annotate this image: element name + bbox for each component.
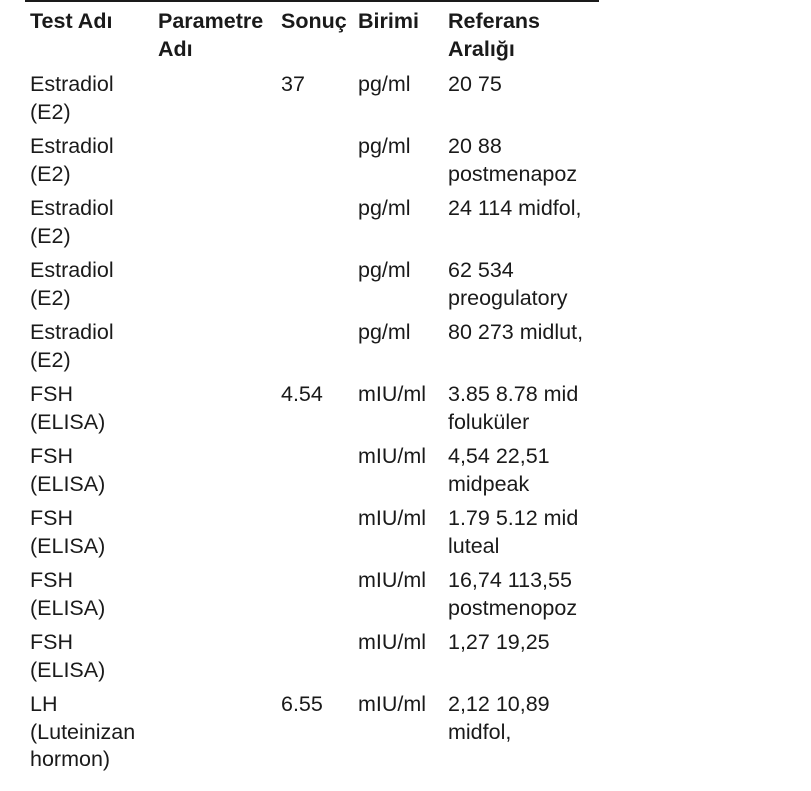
cell-reference-range: 4,54 22,51 midpeak: [448, 444, 550, 496]
cell-reference-range: 20 75: [448, 72, 502, 96]
cell-reference-range: 20 88 postmenapoz: [448, 134, 578, 186]
cell-unit: pg/ml: [358, 320, 411, 344]
cell-test-name: FSH (ELISA): [30, 630, 106, 682]
cell-test-name: Estradiol (E2): [30, 134, 114, 186]
cell-unit: mIU/ml: [358, 444, 427, 468]
cell-unit: mIU/ml: [358, 630, 427, 654]
cell-reference-range: 80 273 midlut,: [448, 320, 584, 344]
cell-parameter-name: [153, 505, 276, 567]
cell-unit: mIU/ml: [358, 506, 427, 530]
cell-result: [276, 319, 353, 381]
table-row: [25, 629, 599, 691]
cell-test-name: FSH (ELISA): [30, 382, 106, 434]
cell-reference-range: 3.85 8.78 mid foluküler: [448, 382, 579, 434]
lab-results-table: [25, 8, 599, 781]
header-result: Sonuç: [281, 9, 347, 33]
table-row: [25, 381, 599, 443]
table-row: [25, 319, 599, 381]
cell-reference-range: 24 114 midfol,: [448, 196, 582, 220]
cell-result: [276, 133, 353, 195]
header-unit: Birimi: [358, 9, 419, 33]
cell-test-name: Estradiol (E2): [30, 196, 114, 248]
cell-result: [276, 195, 353, 257]
cell-unit: mIU/ml: [358, 692, 427, 716]
cell-result: 4.54: [281, 382, 323, 406]
table-top-rule: [25, 0, 599, 2]
cell-parameter-name: [153, 71, 276, 133]
table-row: [25, 443, 599, 505]
cell-test-name: FSH (ELISA): [30, 444, 106, 496]
cell-test-name: Estradiol (E2): [30, 72, 114, 124]
cell-reference-range: 62 534 preogulatory: [448, 258, 568, 310]
cell-unit: pg/ml: [358, 258, 411, 282]
cell-parameter-name: [153, 195, 276, 257]
cell-unit: pg/ml: [358, 196, 411, 220]
cell-test-name: FSH (ELISA): [30, 506, 106, 558]
cell-parameter-name: [153, 381, 276, 443]
cell-parameter-name: [153, 257, 276, 319]
table-row: [25, 195, 599, 257]
cell-parameter-name: [153, 443, 276, 505]
cell-unit: pg/ml: [358, 134, 411, 158]
cell-result: [276, 629, 353, 691]
cell-result: [276, 443, 353, 505]
cell-reference-range: 1,27 19,25: [448, 630, 550, 654]
cell-parameter-name: [153, 133, 276, 195]
cell-result: [276, 257, 353, 319]
cell-test-name: FSH (ELISA): [30, 568, 106, 620]
cell-reference-range: 1.79 5.12 mid luteal: [448, 506, 579, 558]
header-reference-range: Referans Aralığı: [448, 9, 541, 61]
cell-parameter-name: [153, 629, 276, 691]
cell-reference-range: 2,12 10,89 midfol,: [448, 692, 550, 744]
table-row: [25, 71, 599, 133]
header-parameter-name: Parametre Adı: [158, 9, 264, 61]
cell-unit: mIU/ml: [358, 568, 427, 592]
cell-parameter-name: [153, 567, 276, 629]
cell-result: [276, 505, 353, 567]
cell-result: 6.55: [281, 692, 323, 716]
table-row: [25, 567, 599, 629]
header-test-name: Test Adı: [30, 9, 113, 33]
cell-test-name: Estradiol (E2): [30, 258, 114, 310]
table-row: [25, 505, 599, 567]
cell-test-name: Estradiol (E2): [30, 320, 114, 372]
cell-test-name: LH (Luteinizan hormon): [30, 692, 136, 771]
cell-unit: mIU/ml: [358, 382, 427, 406]
cell-parameter-name: [153, 319, 276, 381]
table-row: [25, 133, 599, 195]
table-header-row: [25, 8, 599, 71]
cell-parameter-name: [153, 691, 276, 781]
table-row: [25, 257, 599, 319]
cell-result: [276, 567, 353, 629]
cell-unit: pg/ml: [358, 72, 411, 96]
table-row: [25, 691, 599, 781]
cell-result: 37: [281, 72, 305, 96]
cell-reference-range: 16,74 113,55 postmenopoz: [448, 568, 578, 620]
